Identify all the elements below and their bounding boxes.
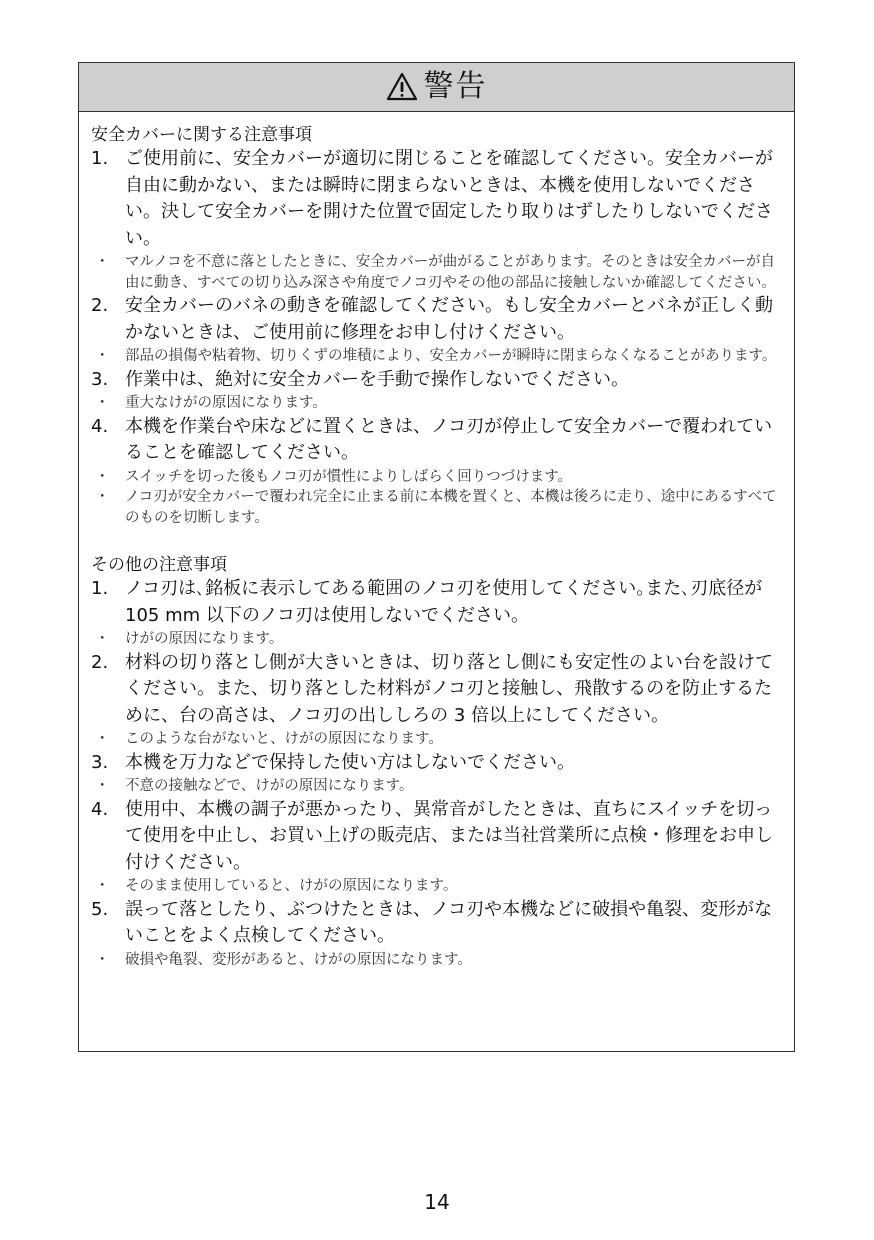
item-number: 1. (91, 578, 109, 599)
note-text: このような台がないと、けがの原因になります。 (125, 731, 443, 747)
note-text: 破損や亀裂、変形があると、けがの原因になります。 (125, 951, 472, 968)
note (91, 776, 782, 797)
section-heading: その他の注意事項 (91, 555, 227, 575)
item-number: 5. (91, 898, 109, 920)
list-item (91, 293, 782, 346)
note (91, 729, 782, 750)
list-item (91, 897, 782, 950)
warning-title: 警告 (423, 69, 488, 104)
item-text: 誤って落としたり、ぶつけたときは、ノコ刃や本機などに破損や亀裂、変形がないことをよく点検してください。 (125, 898, 773, 946)
item-number: 3. (91, 751, 109, 773)
item-number: 2. (91, 651, 109, 673)
list-item (91, 367, 782, 394)
warning-header (79, 63, 794, 112)
bullet: ・ (95, 254, 110, 270)
bullet: ・ (95, 731, 110, 747)
page-number: 14 (424, 1190, 450, 1214)
item-text: ご使用前に、安全カバーが適切に閉じることを確認してください。安全カバーが自由に動かない、または瞬時に閉まらないときは、本機を使用しないでください。決して安全カバーを開けた位置で固定したり取りはずしたりしないでください。 (125, 148, 773, 249)
note (91, 629, 782, 650)
item-number: 3. (91, 368, 109, 390)
warning-content (79, 112, 794, 970)
note (91, 393, 782, 414)
item-text: 使用中、本機の調子が悪かったり、異常音がしたときは、直ちにスイッチを切って使用を中止し、お買い上げの販売店、または当社営業所に点検・修理をお申し付けください。 (125, 798, 773, 873)
section-other-precautions (91, 554, 782, 970)
warning-triangle-icon (386, 72, 418, 102)
note-text: 重大なけがの原因になります。 (125, 395, 327, 411)
bullet: ・ (95, 348, 110, 364)
note-text: 不意の接触などで、けがの原因になります。 (125, 778, 414, 794)
list-item (91, 414, 782, 467)
note-text: マルノコを不意に落としたときに、安全カバーが曲がることがあります。そのときは安全カバーが自由に動き、すべての切り込み深さや角度でノコ刃やその他の部品に接触しないか確認してください。 (125, 254, 776, 291)
bullet: ・ (95, 878, 110, 894)
bullet: ・ (95, 951, 110, 968)
list-item (91, 576, 782, 629)
bullet: ・ (95, 631, 110, 647)
note (91, 487, 782, 528)
bullet: ・ (95, 395, 110, 411)
note-text: 部品の損傷や粘着物、切りくずの堆積により、安全カバーが瞬時に閉まらなくなることがあります。 (125, 348, 777, 364)
note (91, 876, 782, 897)
bullet: ・ (95, 778, 110, 794)
warning-box (78, 62, 795, 1052)
note-text: けがの原因になります。 (125, 631, 284, 647)
note-text: そのまま使用していると、けがの原因になります。 (125, 878, 458, 894)
item-text: 本機を作業台や床などに置くときは、ノコ刃が停止して安全カバーで覆われていることを確認してください。 (125, 415, 773, 463)
item-text: 作業中は、絶対に安全カバーを手動で操作しないでください。 (125, 368, 629, 390)
list-item (91, 750, 782, 777)
list-item (91, 650, 782, 730)
item-number: 2. (91, 295, 109, 316)
note (91, 346, 782, 367)
item-number: 1. (91, 148, 109, 169)
item-number: 4. (91, 798, 109, 820)
section-safety-cover (91, 124, 782, 528)
item-number: 4. (91, 415, 109, 437)
note (91, 252, 782, 293)
note-text: スイッチを切った後もノコ刃が慣性によりしばらく回りつづけます。 (125, 468, 573, 485)
section-heading: 安全カバーに関する注意事項 (91, 125, 312, 145)
item-text: 材料の切り落とし側が大きいときは、切り落とし側にも安定性のよい台を設けてください。また、切り落とした材料がノコ刃と接触し、飛散するのを防止するために、台の高さは、ノコ刃の出ししろの 3 倍以上にしてください。 (125, 651, 773, 726)
list-item (91, 797, 782, 877)
item-text: 安全カバーのバネの動きを確認してください。もし安全カバーとバネが正しく動かないときは、ご使用前に修理をお申し付けください。 (125, 295, 773, 343)
note-text: ノコ刃が安全カバーで覆われ完全に止まる前に本機を置くと、本機は後ろに走り、途中にあるすべてのものを切断します。 (125, 489, 777, 526)
list-item (91, 146, 782, 252)
note (91, 950, 782, 971)
bullet: ・ (95, 489, 110, 505)
bullet: ・ (95, 468, 110, 485)
note (91, 467, 782, 488)
item-text: 本機を万力などで保持した使い方はしないでください。 (125, 751, 575, 773)
item-text: ノコ刃は､銘板に表示してある範囲のノコ刃を使用してください｡また､刃底径が 105 mm 以下のノコ刃は使用しないでください。 (125, 578, 763, 626)
